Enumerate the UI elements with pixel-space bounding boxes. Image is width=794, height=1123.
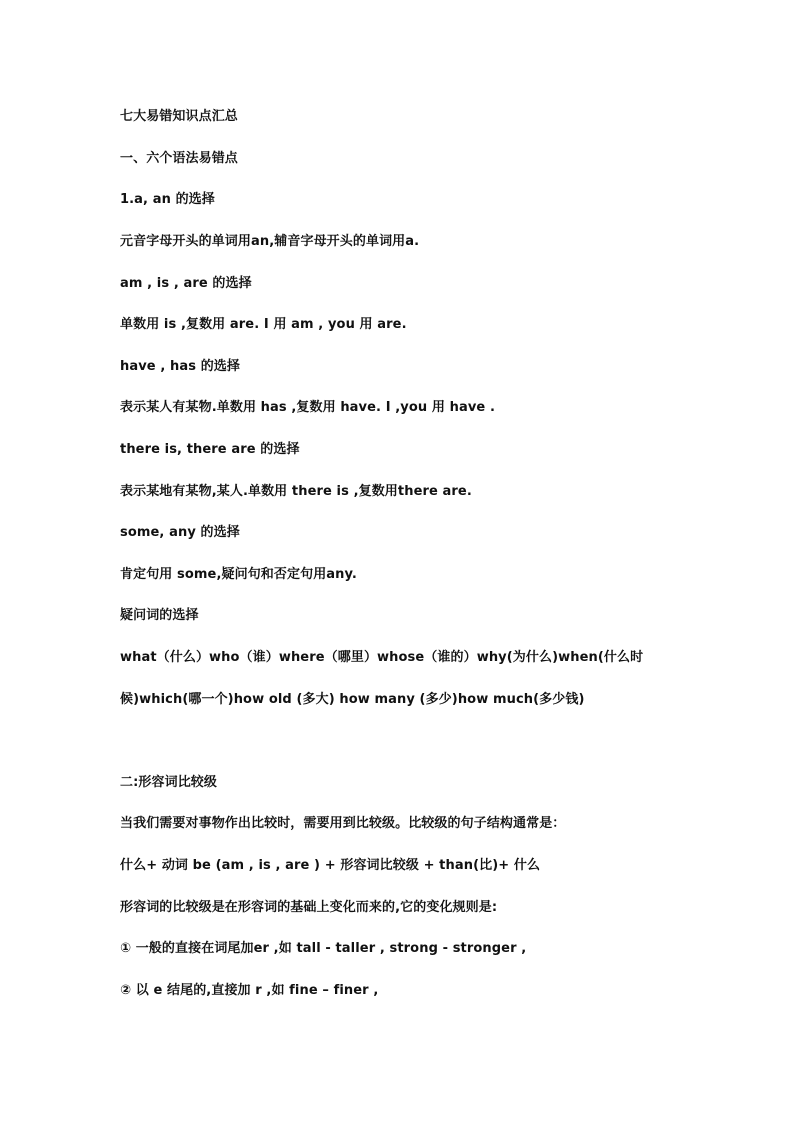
subheading-have-has: have , has 的选择	[120, 359, 240, 374]
paragraph-some-any-rule: 肯定句用 some,疑问句和否定句用any.	[120, 567, 357, 582]
paragraph-question-words-line-1: what（什么）who（谁）where（哪里）whose（谁的）why(为什么)when(什么时	[120, 650, 644, 665]
document-title: 七大易错知识点汇总	[120, 109, 238, 124]
paragraph-comparative-intro: 当我们需要对事物作出比较时，需要用到比较级。比较级的句子结构通常是：	[120, 816, 566, 831]
section-heading-comparative: 二:形容词比较级	[120, 775, 217, 790]
subheading-a-an: 1.a, an 的选择	[120, 192, 215, 207]
paragraph-am-is-are-rule: 单数用 is ,复数用 are. I 用 am , you 用 are.	[120, 317, 407, 332]
paragraph-comparative-structure: 什么+ 动词 be (am , is , are ) + 形容词比较级 + than(比)+ 什么	[120, 858, 541, 873]
list-item-rule-1: ① 一般的直接在词尾加er ,如 tall - taller , strong - stronger ,	[120, 941, 527, 956]
paragraph-have-has-rule: 表示某人有某物.单数用 has ,复数用 have. I ,you 用 have .	[120, 400, 495, 415]
paragraph-there-is-are-rule: 表示某地有某物,某人.单数用 there is ,复数用there are.	[120, 484, 472, 499]
paragraph-question-words-line-2: 候)which(哪一个)how old (多大) how many (多少)how much(多少钱)	[120, 692, 585, 707]
subheading-am-is-are: am , is , are 的选择	[120, 276, 252, 291]
section-heading-grammar: 一、六个语法易错点	[120, 151, 238, 166]
subheading-some-any: some, any 的选择	[120, 525, 240, 540]
subheading-there-is-are: there is, there are 的选择	[120, 442, 300, 457]
list-item-rule-2: ② 以 e 结尾的,直接加 r ,如 fine – finer ,	[120, 983, 379, 998]
subheading-question-words: 疑问词的选择	[120, 608, 199, 623]
paragraph-comparative-rules-intro: 形容词的比较级是在形容词的基础上变化而来的,它的变化规则是:	[120, 900, 498, 915]
paragraph-a-an-rule: 元音字母开头的单词用an,辅音字母开头的单词用a.	[120, 234, 420, 249]
